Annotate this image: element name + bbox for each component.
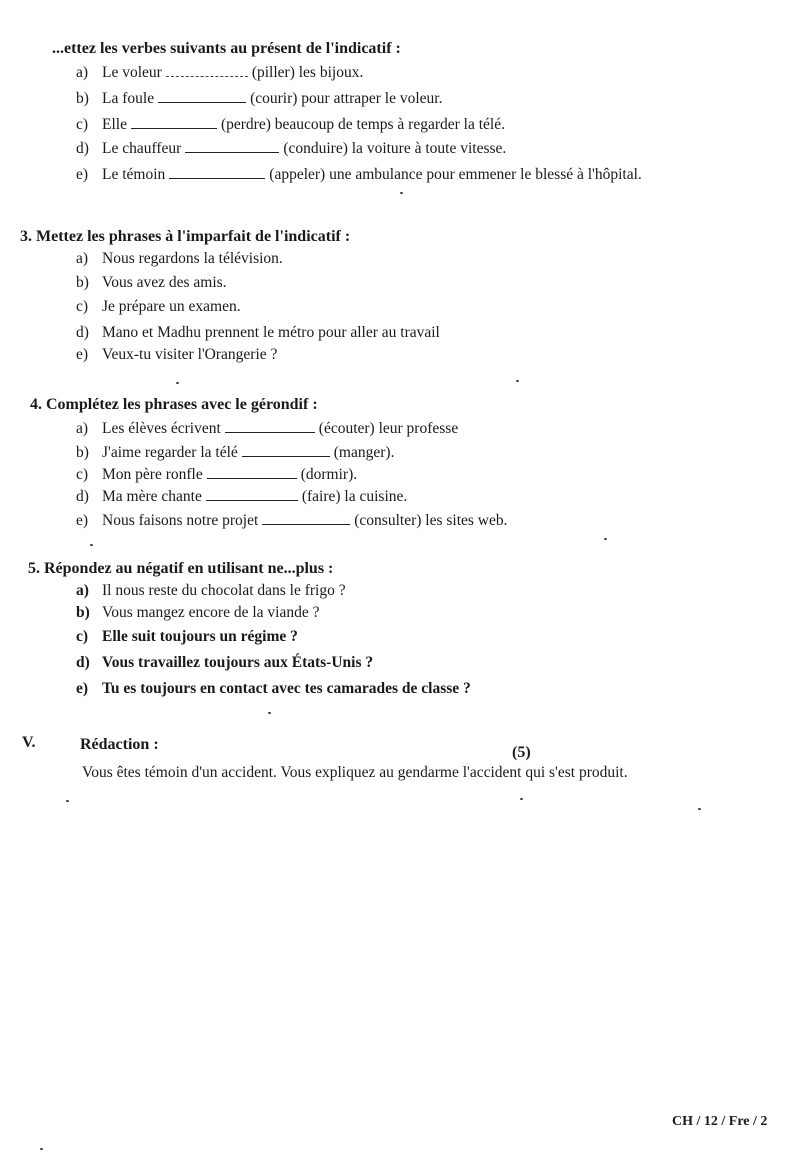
- answer-blank: [206, 488, 298, 501]
- item-text: Elle suit toujours un régime ?: [102, 628, 298, 645]
- item-text: Vous avez des amis.: [102, 274, 227, 291]
- answer-blank: [262, 512, 350, 525]
- section-2-item-e: [76, 166, 642, 184]
- item-text: Mano et Madhu prennent le métro pour aller au travail: [102, 324, 440, 341]
- section-3-item-c: [76, 298, 241, 316]
- item-text: Veux-tu visiter l'Orangerie ?: [102, 346, 278, 363]
- section-5-item-e: [76, 680, 471, 698]
- item-text: Nous regardons la télévision.: [102, 250, 283, 267]
- item-label: e): [76, 512, 89, 529]
- answer-blank: [242, 444, 330, 457]
- section-v-heading: Rédaction :: [80, 736, 159, 753]
- section-3-item-a: [76, 250, 283, 268]
- section-4-item-b: [76, 444, 394, 462]
- item-text: Il nous reste du chocolat dans le frigo ?: [102, 582, 346, 599]
- scan-speck: [698, 808, 701, 810]
- section-5-item-a: [76, 582, 346, 600]
- item-text-before: Le chauffeur: [102, 140, 182, 157]
- section-2-heading: ...ettez les verbes suivants au présent de l'indicatif :: [52, 40, 401, 57]
- section-2-item-d: [76, 140, 506, 158]
- answer-blank: [169, 166, 265, 179]
- item-label: c): [76, 116, 89, 133]
- item-label: d): [76, 324, 89, 341]
- section-v-marks: (5): [512, 744, 531, 761]
- section-3-heading: 3. Mettez les phrases à l'imparfait de l'indicatif :: [20, 228, 351, 245]
- section-4-heading: 4. Complétez les phrases avec le gérondif :: [30, 396, 318, 413]
- answer-blank: [166, 64, 248, 77]
- item-text-after: (conduire) la voiture à toute vitesse.: [283, 140, 507, 157]
- item-text-after: (courir) pour attraper le voleur.: [250, 90, 443, 107]
- item-label: e): [76, 166, 89, 183]
- scan-speck: [516, 380, 519, 382]
- item-text-after: (piller) les bijoux.: [251, 64, 364, 81]
- item-text-before: Nous faisons notre projet: [102, 512, 259, 529]
- item-text-before: Ma mère chante: [102, 488, 202, 505]
- item-text: Tu es toujours en contact avec tes camarades de classe ?: [102, 680, 471, 697]
- item-text-before: Les élèves écrivent: [102, 420, 221, 437]
- section-3-item-d: [76, 324, 440, 342]
- item-text-before: Le témoin: [102, 166, 166, 183]
- answer-blank: [131, 116, 217, 129]
- scan-speck: [176, 382, 179, 384]
- item-label: b): [76, 604, 90, 621]
- item-text: Vous travaillez toujours aux États-Unis ?: [102, 654, 374, 671]
- item-text-after: (appeler) une ambulance pour emmener le blessé à l'hôpital.: [269, 166, 642, 183]
- item-label: a): [76, 64, 89, 81]
- section-5-item-b: [76, 604, 319, 622]
- item-label: e): [76, 680, 89, 697]
- item-label: c): [76, 298, 89, 315]
- item-label: c): [76, 628, 89, 645]
- item-text-after: (faire) la cuisine.: [301, 488, 408, 505]
- answer-blank: [158, 90, 246, 103]
- section-3-item-b: [76, 274, 227, 292]
- section-4-item-a: [76, 420, 458, 438]
- item-label: d): [76, 654, 90, 671]
- answer-blank: [207, 466, 297, 479]
- section-v-instruction: Vous êtes témoin d'un accident. Vous expliquez au gendarme l'accident qui s'est produit.: [82, 764, 628, 781]
- answer-blank: [185, 140, 279, 153]
- scan-speck: [66, 800, 69, 802]
- item-label: a): [76, 582, 89, 599]
- item-text-before: Elle: [102, 116, 127, 133]
- section-4-item-d: [76, 488, 407, 506]
- scan-speck: [40, 1148, 43, 1150]
- item-label: a): [76, 420, 89, 437]
- item-label: a): [76, 250, 89, 267]
- item-text: Vous mangez encore de la viande ?: [102, 604, 320, 621]
- item-text: Je prépare un examen.: [102, 298, 241, 315]
- item-text-before: La foule: [102, 90, 155, 107]
- page-code: CH / 12 / Fre / 2: [672, 1114, 768, 1129]
- section-4-item-c: [76, 466, 357, 484]
- section-5-heading: 5. Répondez au négatif en utilisant ne...plus :: [28, 560, 334, 577]
- item-text-before: Le voleur: [102, 64, 162, 81]
- item-label: d): [76, 488, 89, 505]
- section-2-item-a: [76, 64, 363, 82]
- item-text-after: (consulter) les sites web.: [354, 512, 508, 529]
- section-2-item-c: [76, 116, 505, 134]
- item-label: d): [76, 140, 89, 157]
- section-v-number: V.: [22, 734, 36, 751]
- section-5-item-c: [76, 628, 298, 646]
- section-2-item-b: [76, 90, 442, 108]
- scan-speck: [268, 712, 271, 714]
- item-label: b): [76, 274, 89, 291]
- item-text-after: (écouter) leur professe: [318, 420, 459, 437]
- item-label: b): [76, 444, 89, 461]
- item-text-after: (dormir).: [300, 466, 358, 483]
- section-3-item-e: [76, 346, 277, 364]
- item-text-after: (perdre) beaucoup de temps à regarder la télé.: [220, 116, 505, 133]
- item-label: b): [76, 90, 89, 107]
- section-5-item-d: [76, 654, 373, 672]
- item-text-before: Mon père ronfle: [102, 466, 203, 483]
- scan-speck: [400, 192, 403, 194]
- section-4-item-e: [76, 512, 508, 530]
- item-text-before: J'aime regarder la télé: [102, 444, 238, 461]
- item-text-after: (manger).: [333, 444, 395, 461]
- item-label: c): [76, 466, 89, 483]
- scan-speck: [520, 798, 523, 800]
- scan-speck: [90, 544, 93, 546]
- scan-speck: [604, 538, 607, 540]
- item-label: e): [76, 346, 89, 363]
- answer-blank: [225, 420, 315, 433]
